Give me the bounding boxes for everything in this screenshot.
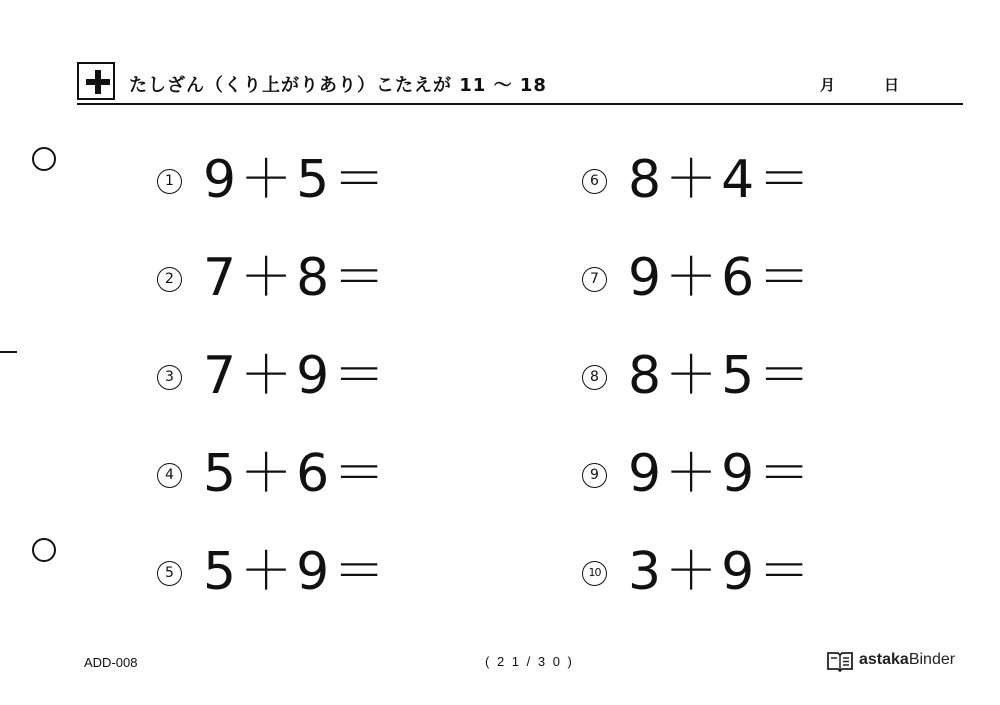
problem-expression: 8＋4＝ — [628, 150, 815, 210]
problem-expression: 7＋9＝ — [203, 346, 390, 406]
problem-number: 10 — [582, 561, 607, 586]
problem-number: 7 — [582, 267, 607, 292]
day-label: 日 — [884, 76, 900, 94]
binder-hole-bottom — [32, 538, 56, 562]
book-icon — [826, 650, 854, 672]
problem-expression: 9＋6＝ — [628, 248, 815, 308]
problem-number: 3 — [157, 365, 182, 390]
problem-expression: 8＋5＝ — [628, 346, 815, 406]
worksheet-header — [77, 62, 963, 105]
problem-number: 1 — [157, 169, 182, 194]
problem-expression: 7＋8＝ — [203, 248, 390, 308]
page-indicator: ( 2 1 / 3 0 ) — [485, 654, 574, 669]
brand-name-prefix: astaka — [859, 651, 909, 668]
problem-expression: 9＋9＝ — [628, 444, 815, 504]
problem-number: 2 — [157, 267, 182, 292]
worksheet-title: たしざん（くり上がりあり）こたえが 11 〜 18 — [129, 75, 547, 96]
center-mark — [0, 351, 17, 353]
problem-expression: 5＋6＝ — [203, 444, 390, 504]
plus-icon — [77, 62, 115, 100]
brand-name — [859, 651, 955, 669]
binder-hole-top — [32, 147, 56, 171]
problem-number: 4 — [157, 463, 182, 488]
problem-number: 8 — [582, 365, 607, 390]
problem-expression: 5＋9＝ — [203, 542, 390, 602]
problem-expression: 9＋5＝ — [203, 150, 390, 210]
problem-number: 9 — [582, 463, 607, 488]
problem-number: 5 — [157, 561, 182, 586]
brand-name-suffix: Binder — [908, 651, 956, 668]
month-label: 月 — [820, 76, 836, 94]
problem-number: 6 — [582, 169, 607, 194]
problem-expression: 3＋9＝ — [628, 542, 815, 602]
worksheet-code: ADD-008 — [84, 655, 138, 670]
